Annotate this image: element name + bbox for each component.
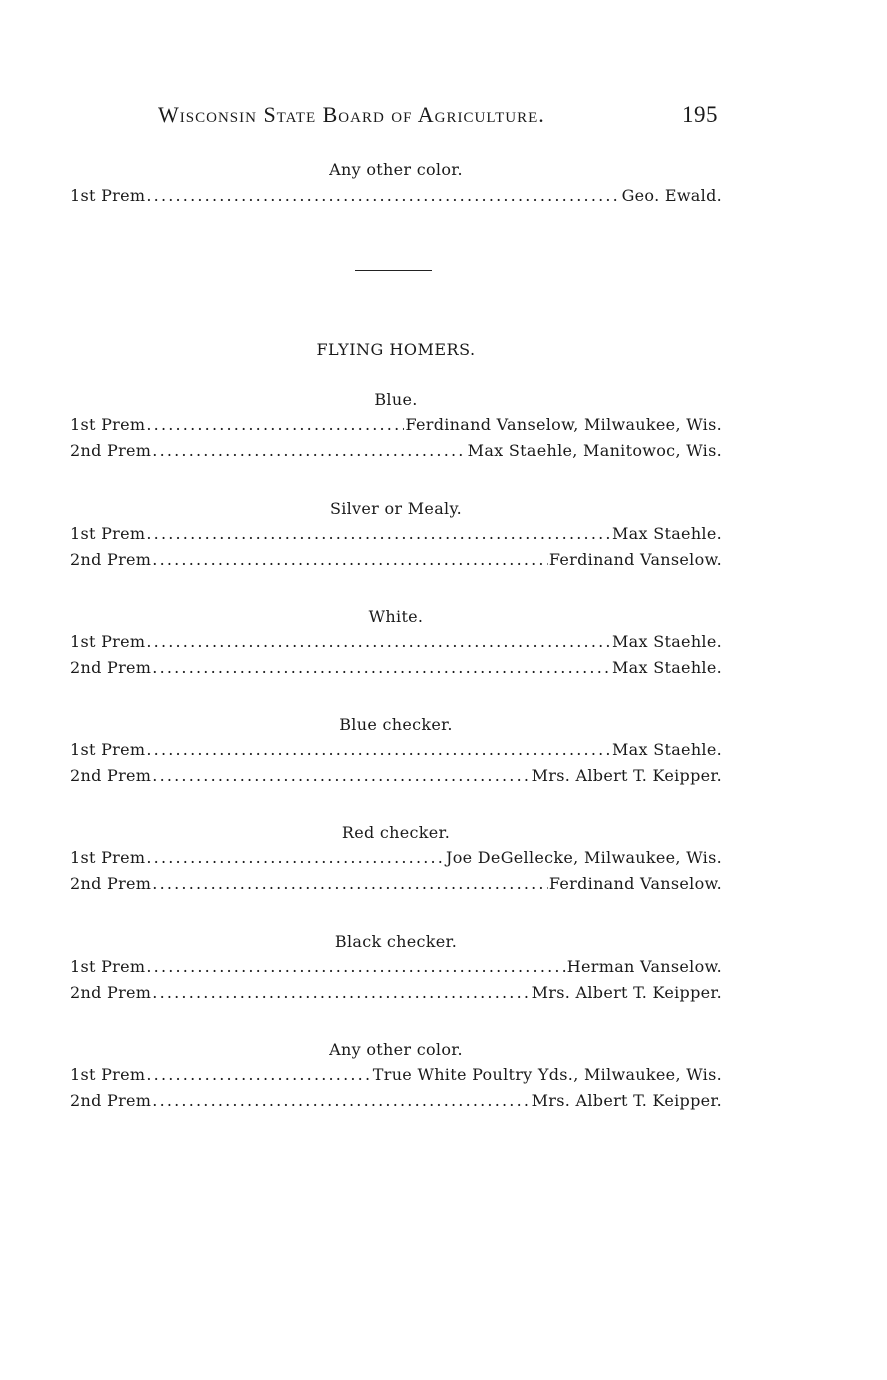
prize-winner: Joe DeGellecke, Milwaukee, Wis. [446, 848, 722, 867]
prize-label: 1st Prem [70, 740, 146, 759]
prize-row [70, 766, 722, 785]
prize-label: 1st Prem [70, 632, 146, 651]
prize-label: 2nd Prem [70, 1091, 152, 1110]
prize-winner: Max Staehle. [611, 632, 722, 651]
dot-leader [152, 874, 548, 893]
dot-leader [146, 186, 620, 205]
category-subhead: Any other color. [329, 1040, 463, 1059]
prize-label: 1st Prem [70, 186, 146, 205]
dot-leader [146, 524, 611, 543]
prize-winner: Max Staehle, Manitowoc, Wis. [467, 441, 722, 460]
prize-row [70, 1091, 722, 1110]
prize-label: 2nd Prem [70, 441, 152, 460]
prize-row [70, 1065, 722, 1084]
prize-label: 2nd Prem [70, 766, 152, 785]
prize-winner: Ferdinand Vanselow. [548, 550, 722, 569]
dot-leader [152, 550, 548, 569]
prize-row [70, 983, 722, 1002]
prize-label: 1st Prem [70, 848, 146, 867]
prize-label: 1st Prem [70, 415, 146, 434]
prize-label: 1st Prem [70, 1065, 146, 1084]
journal-title: Wisconsin State Board of Agriculture. [158, 102, 545, 127]
category-subhead: Blue checker. [339, 715, 453, 734]
prize-label: 2nd Prem [70, 874, 152, 893]
prize-row [70, 740, 722, 759]
category-subhead: Black checker. [334, 932, 458, 951]
category-subhead: Any other color. [329, 160, 463, 179]
prize-winner: Herman Vanselow. [566, 957, 722, 976]
prize-winner: Mrs. Albert T. Keipper. [531, 766, 722, 785]
dot-leader [146, 632, 611, 651]
dot-leader [146, 1065, 371, 1084]
dot-leader [152, 766, 530, 785]
prize-winner: Max Staehle. [611, 524, 722, 543]
prize-row [70, 658, 722, 677]
running-header [158, 102, 718, 128]
prize-row [70, 848, 722, 867]
prize-winner: Mrs. Albert T. Keipper. [531, 1091, 722, 1110]
prize-label: 2nd Prem [70, 550, 152, 569]
prize-row [70, 415, 722, 434]
prize-row [70, 550, 722, 569]
dot-leader [146, 415, 404, 434]
prize-label: 1st Prem [70, 957, 146, 976]
category-subhead: Silver or Mealy. [329, 499, 463, 518]
dot-leader [146, 957, 565, 976]
prize-winner: Max Staehle. [611, 658, 722, 677]
prize-label: 2nd Prem [70, 658, 152, 677]
prize-winner: True White Poultry Yds., Milwaukee, Wis. [372, 1065, 722, 1084]
prize-winner: Max Staehle. [611, 740, 722, 759]
prize-winner: Ferdinand Vanselow. [548, 874, 722, 893]
prize-winner: Mrs. Albert T. Keipper. [531, 983, 722, 1002]
prize-row [70, 957, 722, 976]
prize-row [70, 632, 722, 651]
dot-leader [152, 441, 466, 460]
prize-row [70, 441, 722, 460]
prize-row [70, 186, 722, 205]
category-subhead: Blue. [374, 390, 418, 409]
category-subhead: Red checker. [341, 823, 451, 842]
section-divider [355, 270, 432, 271]
prize-winner: Geo. Ewald. [621, 186, 722, 205]
dot-leader [152, 1091, 530, 1110]
prize-row [70, 874, 722, 893]
prize-label: 2nd Prem [70, 983, 152, 1002]
prize-label: 1st Prem [70, 524, 146, 543]
dot-leader [152, 658, 611, 677]
category-subhead: White. [368, 607, 424, 626]
prize-row [70, 524, 722, 543]
dot-leader [152, 983, 530, 1002]
dot-leader [146, 740, 611, 759]
page-number: 195 [682, 102, 718, 127]
dot-leader [146, 848, 445, 867]
prize-winner: Ferdinand Vanselow, Milwaukee, Wis. [405, 415, 722, 434]
section-title: FLYING HOMERS. [316, 340, 476, 359]
